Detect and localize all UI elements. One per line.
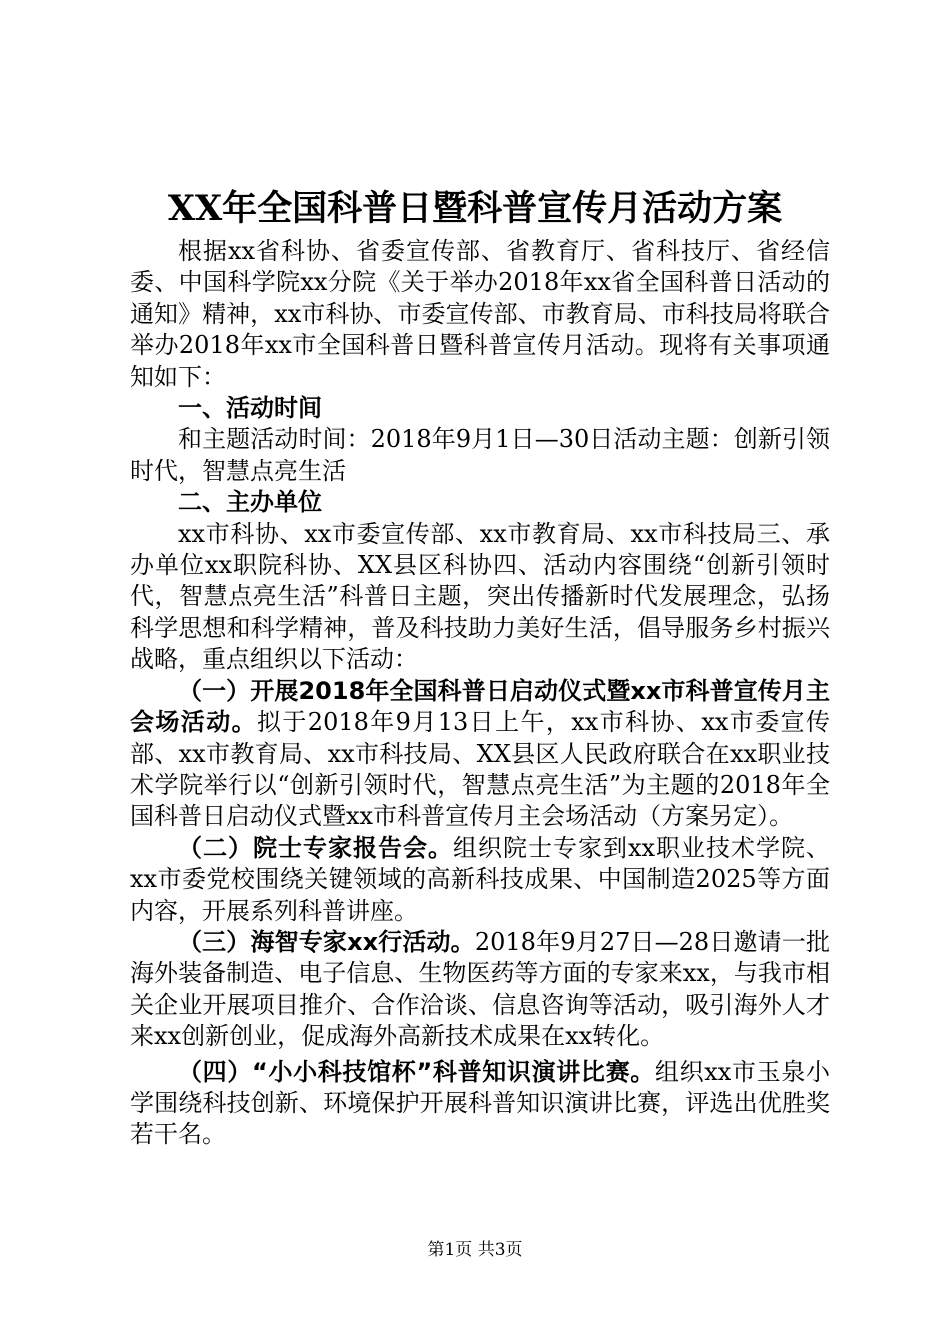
activity-item-4-lead: （四）“小小科技馆杯”科普知识演讲比赛。 [178,1057,655,1086]
activity-item-2 [130,833,830,927]
activity-item-1-text: 拟于2018年9月13日上午，xx市科协、xx市委宣传部、xx市教育局、xx市科技局、XX县区人民政府联合在xx职业技术学院举行以“创新引领时代，智慧点亮生活”为主题的2018年全国科普日启动仪式暨xx市科普宣传月主会场活动（方案另定）。 [130,708,831,831]
activity-item-4-text: 组织xx市玉泉小学围绕科技创新、环境保护开展科普知识演讲比赛，评选出优胜奖若干名。 [130,1057,831,1149]
section-heading-organizer: 二、主办单位 [178,488,322,517]
activity-item-4 [130,1057,830,1151]
activity-item-2-lead: （二）院士专家报告会。 [178,833,453,862]
activity-item-1 [130,676,830,833]
document-title: XX年全国科普日暨科普宣传月活动方案 [167,188,783,229]
activity-item-3 [130,927,830,1053]
activity-item-3-text: 2018年9月27日—28日邀请一批海外装备制造、电子信息、生物医药等方面的专家来xx，与我市相关企业开展项目推介、合作洽谈、信息咨询等活动，吸引海外人才来xx创新创业，促成海外高新技术成果在xx转化。 [130,927,830,1051]
document-body [130,236,830,1151]
intro-paragraph: 根据xx省科协、省委宣传部、省教育厅、省科技厅、省经信委、中国科学院xx分院《关于举办2018年xx省全国科普日活动的通知》精神，xx市科协、市委宣传部、市教育局、市科技局将联合举办2018年xx市全国科普日暨科普宣传月活动。现将有关事项通知如下： [130,237,830,391]
activity-item-2-text: 组织院士专家到xx职业技术学院、xx市委党校围绕关键领域的高新科技成果、中国制造2025等方面内容，开展系列科普讲座。 [130,833,830,925]
activity-item-1-lead: （一）开展2018年全国科普日启动仪式暨xx市科普宣传月主会场活动。 [130,676,830,737]
page-footer: 第1页 共3页 [427,1240,523,1260]
section-text-organizer: xx市科协、xx市委宣传部、xx市教育局、xx市科技局三、承办单位xx职院科协、XX县区科协四、活动内容围绕“创新引领时代，智慧点亮生活”科普日主题，突出传播新时代发展理念，弘扬科学思想和科学精神，普及科技助力美好生活，倡导服务乡村振兴战略，重点组织以下活动： [130,519,830,674]
section-heading-time: 一、活动时间 [178,394,322,423]
activity-item-3-lead: （三）海智专家xx行活动。 [178,927,475,956]
section-text-time: 和主题活动时间：2018年9月1日—30日活动主题：创新引领时代，智慧点亮生活 [130,425,830,485]
